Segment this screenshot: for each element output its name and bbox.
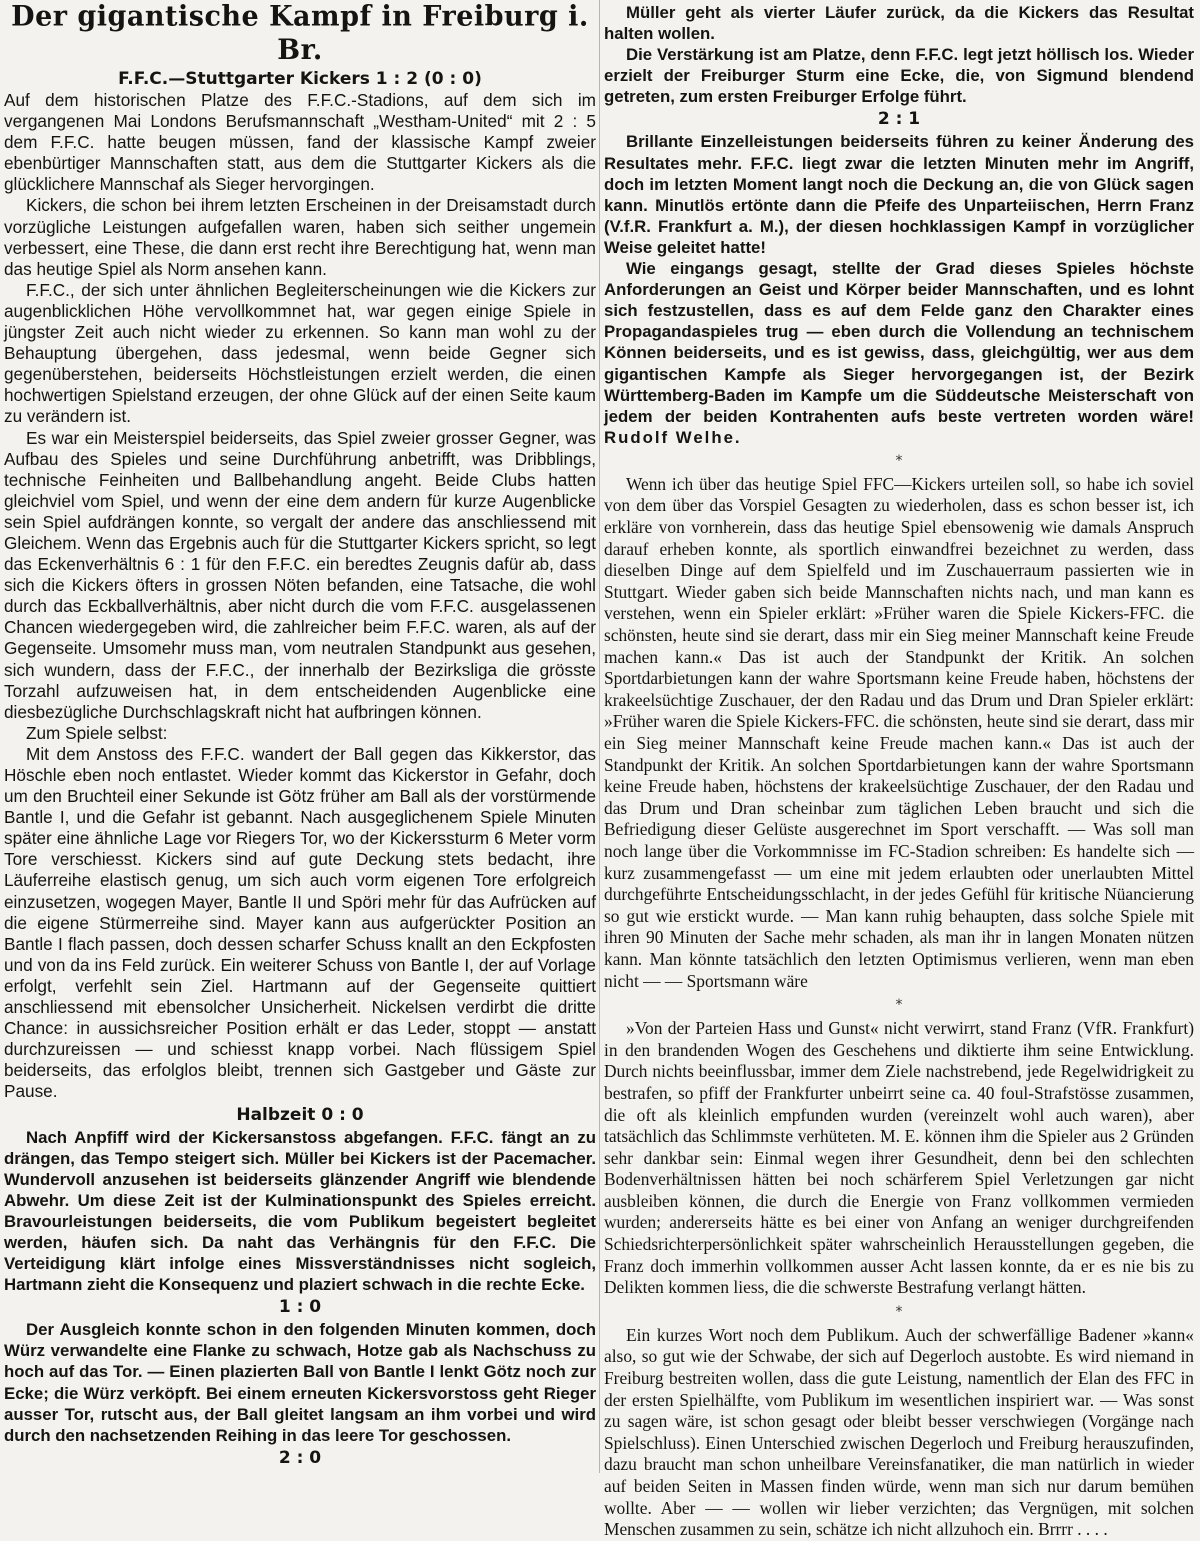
paragraph: Zum Spiele selbst:: [26, 722, 168, 743]
paragraph: Die Verstärkung ist am Platze, denn F.F.C. legt jetzt höllisch los. Wieder erzielt der Freiburger Sturm eine Ecke, die, von Sigmund blendend getreten, zum ersten Freiburger Erfolge führt.: [604, 45, 1194, 107]
paragraph: Wenn ich über das heutige Spiel FFC—Kickers urteilen soll, so habe ich soviel von dem über das Vorspiel Gesagten zu wiederholen, dass es schon besser ist, ich erkläre von vornherein, dass das heutige Spiel ebensowenig wie damals Anspruch darauf erheben konnte, als sportlich einwandfrei bezeichnet zu werden, dass dieselben Dinge auf dem Spielfeld und im Zuschauerraum passierten wie in Stuttgart. Wieder gaben sich beide Mannschaften nichts nach, und man kann es verstehen, wenn ein Spieler erklärt: »Früher waren die Spiele Kickers-FFC. die schönsten, heute sind sie derart, dass mir ein Sieg meiner Mannschaft keine Freude machen kann.« Das ist auch der Standpunkt der Kritik. An solchen Sportdarbietungen kann der wahre Sportsmann keine Freude haben, höchstens der krakeelsüchtige Zuschauer, der den Radau und das Drum und Dran Spieler erklärt: »Früher waren die Spiele Kickers-FFC. die schönsten, heute sind sie derart, dass mir ein Sieg meiner Mannschaft keine Freude machen kann.« Das ist auch der Standpunkt der Kritik. An solchen Sportdarbietungen kann der wahre Sportsmann keine Freude haben, höchstens der krakeelsüchtige Zuschauer, der den Radau und das Drum und Dran scheinbar zum täglichen Leben braucht und sich die Befriedigung dieser Gelüste ausgerechnet im Sport verschafft. — Was soll man noch lange über die Vorkommnisse im FC-Stadion schreiben: Es handelte sich — kurz zusammengefasst — um eine mit jedem erlaubten oder unerlaubten Mittel durchgeführte Entscheidungsschlacht, in der jedes Gefühl für kritische Nüancierung so gut wie erstickt wurde. — Man kann ruhig behaupten, dass solche Spiele mit ihren 90 Minuten der Sache mehr schaden, als man ihr in langen Monaten nützen kann. Man könnte tatsächlich den letzten Optimismus verlieren, wenn man eben nicht — — Sportsmann wäre: [604, 473, 1194, 991]
paragraph: Kickers, die schon bei ihrem letzten Erscheinen in der Dreisamstadt durch vorzügliche Leistungen aufgefallen waren, haben sich seither ungemein verbessert, eine These, die dann erst recht ihre Berechtigung hat, wenn man das heutige Spiel als Norm ansehen kann.: [4, 195, 596, 279]
headline: Der gigantische Kampf in Freiburg i. Br.: [11, 0, 589, 67]
paragraph: Brillante Einzelleistungen beiderseits führen zu keiner Änderung des Resultates mehr. F.F.C. liegt zwar die letzten Minuten mehr im Angriff, doch im letzten Moment langt noch die Deckung an, die von Glück sagen kann. Minutlös ertönte dann die Pfeife des Unparteiischen, Herrn Franz (V.f.R. Frankfurt a. M.), der diesen hochklassigen Kampf in vorzüglicher Weise geleitet hatte!: [604, 132, 1194, 257]
paragraph: »Von der Parteien Hass und Gunst« nicht verwirrt, stand Franz (VfR. Frankfurt) in den brandenden Wogen des Geschehens und diktierte ihm seine Entwicklung. Durch nichts beeinflussbar, immer dem Ziele nachstrebend, jede Regelwidrigkeit zu bestrafen, so pfiff der Frankfurter unbeirrt seine ca. 40 foul-Strafstösse zusammen, die oft als kleinlich empfunden wurden (vereinzelt wohl auch waren), aber tatsächlich das Schlimmste verhüteten. M. E. können ihm die Spieler aus 2 Gründen sehr dankbar sein: Einmal wegen ihrer Gesundheit, denn bei den schlechten Bodenverhältnissen hätten bei noch schärferem Spiel Verletzungen gar nicht ausbleiben können, die durch die Energie von Franz vollkommen vermieden wurden; andererseits hätte es bei einer von Anfang an weniger durchgreifenden Schiedsrichterpersönlichkeit später wahrscheinlich Herausstellungen gegeben, die Franz doch immerhin vollkommen ausser Acht lassen konnte, da er es nie bis zu Delikten kommen liess, die die schwerste Bestrafung verlangt hätten.: [604, 1018, 1194, 1298]
paragraph: Mit dem Anstoss des F.F.C. wandert der Ball gegen das Kikkerstor, das Höschle eben noch entlastet. Wieder kommt das Kickerstor in Gefahr, doch um den Bruchteil einer Sekunde ist Götz früher am Ball als der vorstürmende Bantle I, und die Gefahr ist gebannt. Nach ausgeglichenem Spiele Minuten später eine ähnliche Lage vor Riegers Tor, wo der Kickerssturm 6 Meter vorm Tore verschiesst. Kickers sind auf gute Deckung stets bedacht, ihre Läuferreihe elastisch genug, um sich auch vorm eigenen Tore erfolgreich einzusetzen, wogegen Mayer, Bantle II und Spöri mehr für das Aufrücken auf die eigene Stürmerreihe sind. Mayer kann aus aufgerückter Position an Bantle I flach passen, doch dessen scharfer Schuss knallt an den Eckpfosten und von da ins Feld zurück. Ein weiterer Schuss von Bantle I, der auf Vorlage erfolgt, verfehlt sein Ziel. Hartmann auf der Gegenseite quittiert anschliessend mit ebensolcher Unsicherheit. Nickelsen verdirbt die dritte Chance: in aussichsreicher Position erhält er das Leder, stoppt — anstatt durchzureissen — und schiesst knapp vorbei. Nach flüssigem Spiel beiderseits, das erfolglos bleibt, trennen sich Gastgeber und Gäste zur Pause.: [4, 743, 596, 1102]
paragraph: Ein kurzes Wort noch dem Publikum. Auch der schwerfällige Badener »kann« also, so gut wie der Schwabe, der sich auf Degerloch austobte. Es wird niemand in Freiburg bestreiten wollen, dass die gute Leistung, namentlich der Elan des FFC in der ersten Spielhälfte, vom Publikum im wesentlichen inspiriert war. — Was sonst zu sagen wäre, ist schon gesagt oder bleibt besser verschwiegen (Vorgänge nach Spielschluss). Einen Unterschied zwischen Degerloch und Freiburg herauszufinden, dazu braucht man schon unheilbare Vereinsfanatiker, die man natürlich in wieder auf beiden Seiten in Massen finden würde, wenn man sich nur darum bemühen wollte. Aber — — wollen wir lieber verzichten; das Vergnügen, mit solchen Menschen zusammen zu sein, schätze ich nicht allzuhoch ein. Brrrr . . . .: [604, 1324, 1194, 1540]
paragraph: Der Ausgleich konnte schon in den folgenden Minuten kommen, doch Würz verwandelte eine Flanke zu schwach, Hotze gab als Nachschuss zu hoch auf das Tor. — Einen plazierten Ball von Bantle I lenkt Götz noch zur Ecke; die Würz verköpft. Bei einem erneuten Kickersvorstoss geht Rieger ausser Tor, rutscht aus, der Ball gleitet langsam an ihm vorbei und wird durch den nachsetzenden Reihing in das leere Tor geschossen.: [4, 1320, 596, 1445]
section-separator: *: [895, 452, 903, 469]
paragraph: [604, 258, 1194, 448]
paragraph: Nach Anpfiff wird der Kickersanstoss abgefangen. F.F.C. fängt an zu drängen, das Tempo steigert sich. Müller bei Kickers ist der Pacemacher. Wundervoll anzusehen ist beiderseits glänzender Angriff wie blendende Abwehr. Um diese Zeit ist der Kulminationspunkt des Spieles erreicht. Bravourleistungen beiderseits, die vom Publikum begeistert begleitet werden, häufen sich. Da naht das Verhängnis für den F.F.C. Die Verteidigung klärt infolge eines Missverständnisses nicht sogleich, Hartmann zieht die Konsequenz und plaziert schwach in die rechte Ecke.: [4, 1127, 596, 1295]
left-column: [4, 2, 596, 1473]
paragraph: Auf dem historischen Platze des F.F.C.-Stadions, auf dem sich im vergangenen Mai Londons Berufsmannschaft „Westham-United“ mit 2 : 5 dem F.F.C. hatte beugen müssen, fand der klassische Kampf zweier ebenbürtiger Mannschaften statt, aus dem die Stuttgarter Kickers als die glücklichere Mannschaf als Sieger hervorgingen.: [4, 90, 596, 195]
section-separator: *: [895, 1303, 903, 1320]
section-separator: *: [895, 997, 903, 1014]
score-line: 1 : 0: [278, 1297, 322, 1318]
paragraph: F.F.C., der sich unter ähnlichen Begleiterscheinungen wie die Kickers zur augenblicklichen Höhe vervollkommnet hat, war gegen einige Spiele in jüngster Zeit auch nicht wieder zu erkennen. So kann man wohl zu der Behauptung übergehen, dass jedesmal, wenn beide Gegner sich gegenüberstehen, beiderseits Höchstleistungen erzielt werden, die einen hochwertigen Spielstand erzeugen, der ohne Glück auf der einen Seite kaum zu verändern ist.: [4, 279, 596, 427]
paragraph-text: Wie eingangs gesagt, stellte der Grad dieses Spieles höchste Anforderungen an Geist und Körper beider Mannschaften, und es lohnt sich festzustellen, dass es auf dem Felde ganz den Charakter eines Propagandaspieles trug — eben durch die Vollendung an technischem Können beiderseits, und es ist gewiss, dass, gleichgültig, wer aus dem gigantischen Kampfe als Sieger hervorgegangen ist, der Bezirk Württemberg-Baden im Kampfe um die Süddeutsche Meisterschaft von jedem der beiden Kontrahenten aufs beste vertreten worden wäre!: [604, 259, 1194, 426]
paragraph: Es war ein Meisterspiel beiderseits, das Spiel zweier grosser Gegner, was Aufbau des Spieles und seine Durchführung anbetrifft, was Dribblings, technische Feinheiten und Ballbehandlung angeht. Beide Clubs hatten gleichviel vom Spiel, und wenn der eine dem andern für kurze Augenblicke sein Spiel aufdrängen konnte, so vergalt der andere das anschliessend mit Gleichem. Wenn das Ergebnis auch für die Stuttgarter Kickers spricht, so legt das Eckenverhältnis 6 : 1 für den F.F.C. ein beredtes Zeugnis dafür ab, dass sich die Kickers öfters in grossen Nöten befanden, eine Tatsache, die wohl durch das Eckballverhältnis, aber nicht durch die vom F.F.C. ausgelassenen Chancen wiedergegeben wird, die zahlreicher beim F.F.C. waren, als auf der Gegenseite. Umsomehr muss man, vom neutralen Standpunkt aus gesehen, sich wundern, dass der F.F.C., der innerhalb der Bezirksliga die grösste Torzahl aufzuweisen hat, in dem entscheidenden Augenblicke eine diesbezügliche Durchschlagskraft nicht hat aufbringen können.: [4, 427, 596, 722]
score-line: 2 : 1: [877, 109, 921, 130]
halftime-score: Halbzeit 0 : 0: [236, 1104, 364, 1125]
right-column: [604, 2, 1194, 1540]
match-subhead: F.F.C.—Stuttgarter Kickers 1 : 2 (0 : 0): [118, 69, 482, 89]
score-line: 2 : 0: [278, 1447, 322, 1468]
author-signature: Rudolf Welhe.: [604, 427, 742, 447]
column-divider: [599, 0, 600, 1473]
paragraph: Müller geht als vierter Läufer zurück, da die Kickers das Resultat halten wollen.: [604, 3, 1194, 44]
